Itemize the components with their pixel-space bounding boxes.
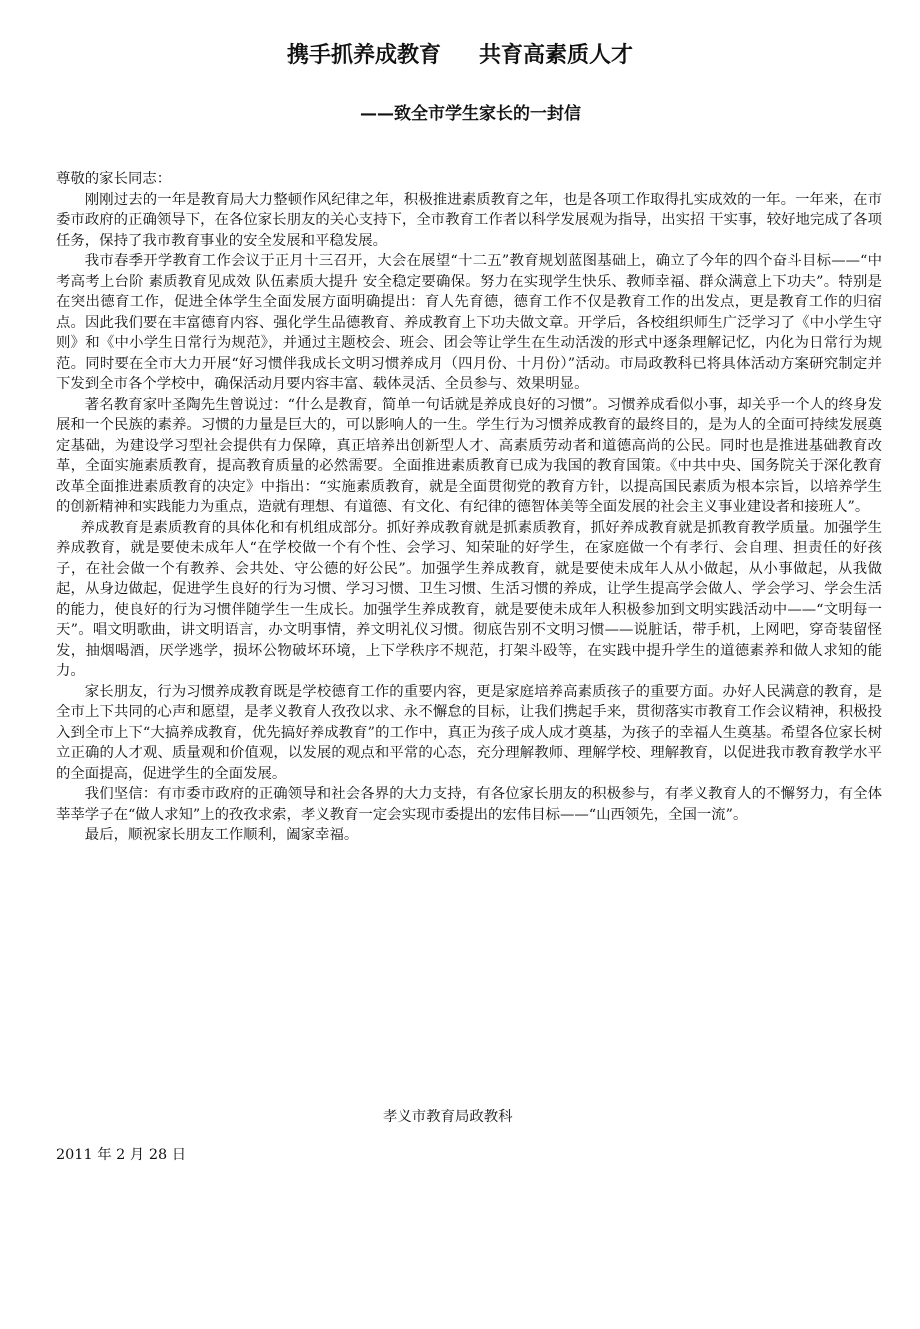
- title-part-1: 携手抓养成教育: [286, 43, 441, 68]
- paragraph-7: 最后，顺祝家长朋友工作顺利，阖家幸福。: [84, 827, 359, 843]
- paragraph-2: 我市春季开学教育工作会议于正月十三召开，大会在展望“十二五”教育规划蓝图基础上，确立了今年的四个奋斗目标——“中考高考上台阶 素质教育见成效 队伍素质大提升 安全稳定要确保。努力在实现学生快乐、教师幸福、群众满意上下功夫”。特别是在突出德育工作，促进全体学生全面发展方面明确提出：育人先育德，德育工作不仅是教育工作的出发点，更是教育工作的归宿点。因此我们要在丰富德育内容、强化学生品德教育、养成教育上下功夫做文章。开学后，各校组织师生广泛学习了《中小学生守则》和《中小学生日常行为规范》，并通过主题校会、班会、团会等让学生在生动活泼的形式中逐条理解记忆，内化为日常行为规范。同时要在全市大力开展“好习惯伴我成长文明习惯养成月（四月份、十月份）”活动。市局政教科已将具体活动方案研究制定并下发到全市各个学校中，确保活动月要内容丰富、载体灵活、全员参与、效果明显。: [56, 253, 882, 392]
- paragraph-4: 养成教育是素质教育的具体化和有机组成部分。抓好养成教育就是抓素质教育，抓好养成教育就是抓教育教学质量。加强学生养成教育，就是要使未成年人“在学校做一个有个性、会学习、知荣耻的好学生，在家庭做一个有孝行、会自理、担责任的好孩子，在社会做一个有教养、会共处、守公德的好公民”。加强学生养成教育，就是要使未成年人从小做起，从小事做起，从我做起，从身边做起，促进学生良好的行为习惯、学习习惯、卫生习惯、生活习惯的养成，让学生提高学会做人、学会学习、学会生活的能力，使良好的行为习惯伴随学生一生成长。加强学生养成教育，就是要使未成年人积极参加到文明实践活动中——“文明每一天”。唱文明歌曲，讲文明语言，办文明事情，养文明礼仪习惯。彻底告别不文明习惯——说脏话，带手机，上网吧，穿奇装留怪发，抽烟喝酒，厌学逃学，损坏公物破坏环境，上下学秩序不规范，打架斗殴等，在实践中提升学生的道德素养和做人求知的能力。: [56, 519, 882, 679]
- title-part-2: 共育高素质人才: [479, 43, 634, 68]
- letter-date: 2011 年 2 月 28 日: [56, 1147, 187, 1163]
- paragraph-3: 著名教育家叶圣陶先生曾说过：“什么是教育，简单一句话就是养成良好的习惯”。习惯养成看似小事，却关乎一个人的终身发展和一个民族的素养。习惯的力量是巨大的，可以影响人的一生。学生行为习惯养成教育的最终目的，是为人的全面可持续发展奠定基础，为建设学习型社会提供有力保障，真正培养出创新型人才、高素质劳动者和道德高尚的公民。同时也是推进基础教育改革，全面实施素质教育，提高教育质量的必然需要。全面推进素质教育已成为我国的教育国策。《中共中央、国务院关于深化教育改革全面推进素质教育的决定》中指出：“实施素质教育，就是全面贯彻党的教育方针，以提高国民素质为根本宗旨，以培养学生的创新精神和实践能力为重点，造就有理想、有道德、有文化、有纪律的德智体美等全面发展的社会主义事业建设者和接班人”。: [56, 396, 882, 515]
- salutation: 尊敬的家长同志：: [56, 171, 172, 187]
- letter-subtitle: ——致全市学生家长的一封信: [360, 104, 581, 124]
- letter-title: [0, 38, 920, 74]
- signature: 孝义市教育局政教科: [383, 1109, 513, 1125]
- paragraph-6: 我们坚信：有市委市政府的正确领导和社会各界的大力支持，有各位家长朋友的积极参与，有孝义教育人的不懈努力，有全体莘莘学子在“做人求知”上的孜孜求索，孝义教育一定会实现市委提出的宏伟目标——“山西领先，全国一流”。: [56, 786, 882, 823]
- letter-body: [56, 169, 882, 846]
- paragraph-5: 家长朋友，行为习惯养成教育既是学校德育工作的重要内容，更是家庭培养高素质孩子的重要方面。办好人民满意的教育，是全市上下共同的心声和愿望，是孝义教育人孜孜以求、永不懈怠的目标，让我们携起手来，贯彻落实市教育工作会议精神，积极投入到全市上下“大搞养成教育，优先搞好养成教育”的工作中，真正为孩子成人成才奠基，为孩子的幸福人生奠基。希望各位家长树立正确的人才观、质量观和价值观，以发展的观点和平常的心态，充分理解教师、理解学校、理解教育，以促进我市教育教学水平的全面提高，促进学生的全面发展。: [56, 683, 882, 782]
- paragraph-1: 刚刚过去的一年是教育局大力整顿作风纪律之年，积极推进素质教育之年，也是各项工作取得扎实成效的一年。一年来，在市委市政府的正确领导下，在各位家长朋友的关心支持下，全市教育工作者以科学发展观为指导，出实招 干实事，较好地完成了各项任务，保持了我市教育事业的安全发展和平稳发展。: [56, 191, 882, 249]
